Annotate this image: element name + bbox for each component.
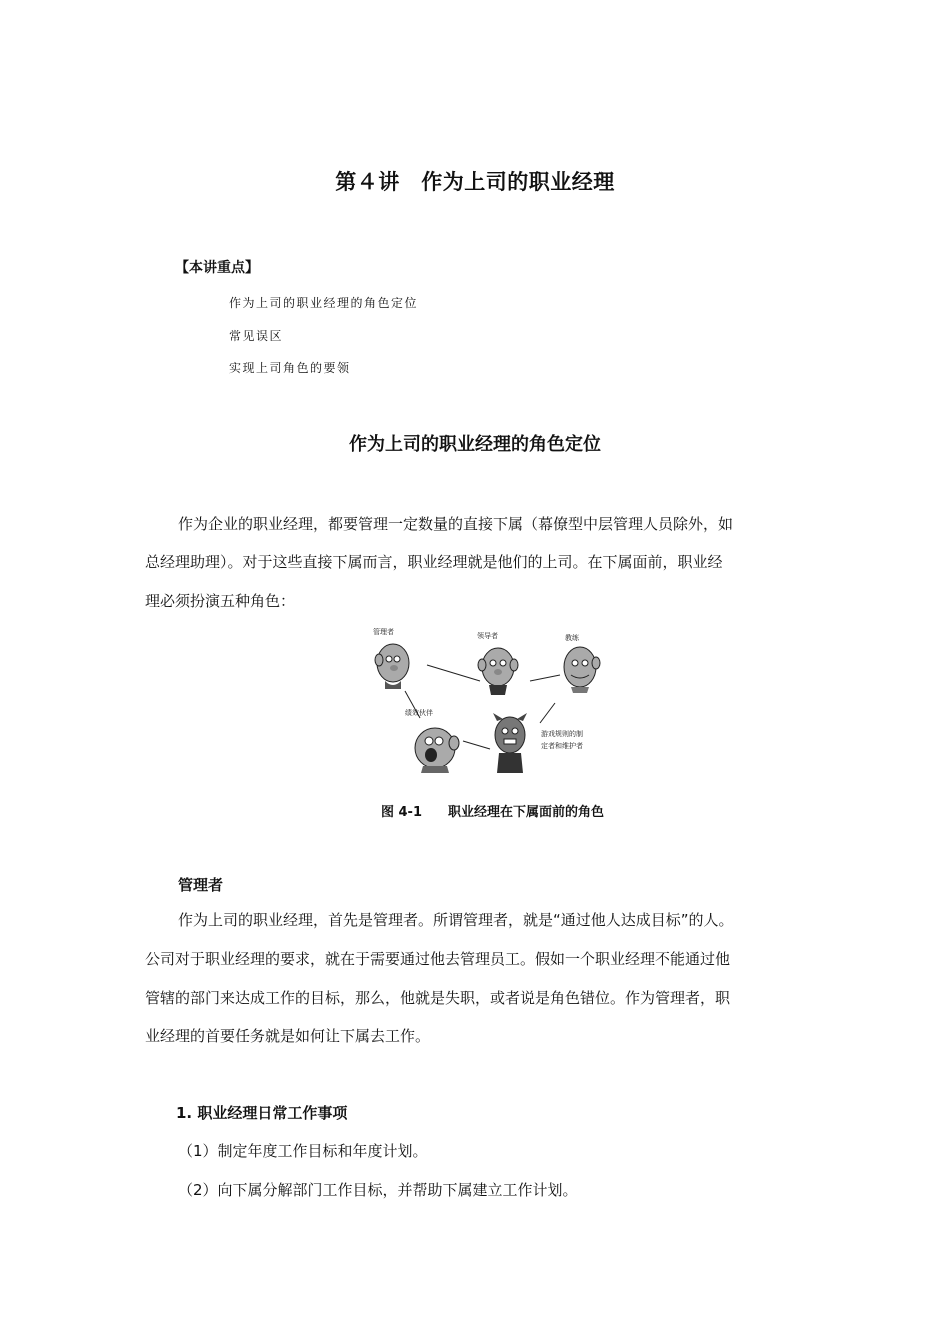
figure-label-partner: 绩效伙伴 [405, 709, 433, 717]
coach-figure-icon [564, 647, 600, 693]
figure-label-rule-maker: 定者和维护者 [541, 742, 583, 750]
intro-paragraph-line: 理必须扮演五种角色： [145, 592, 296, 610]
rule-maker-figure-icon [493, 713, 527, 773]
figure-label-leader: 领导者 [477, 632, 498, 640]
figure-label-rule-maker: 游戏规则的制 [541, 730, 583, 738]
connector-line [540, 703, 555, 723]
section-title: 作为上司的职业经理的角色定位 [349, 434, 601, 455]
connector-line [463, 741, 490, 749]
daily-work-heading: 1. 职业经理日常工作事项 [176, 1104, 348, 1122]
performance-partner-figure-icon [415, 728, 459, 773]
figure-caption: 图 4-1 职业经理在下属面前的角色 [380, 805, 604, 820]
manager-paragraph-line: 公司对于职业经理的要求，就在于需要通过他去管理员工。假如一个职业经理不能通过他 [145, 950, 731, 968]
manager-heading: 管理者 [178, 876, 224, 894]
key-point-item: 作为上司的职业经理的角色定位 [229, 296, 419, 310]
connector-line [427, 665, 480, 681]
figure-label-manager: 管理者 [373, 628, 394, 636]
intro-paragraph-line: 总经理助理）。对于这些直接下属而言，职业经理就是他们的上司。在下属面前，职业经 [145, 553, 723, 571]
figure-label-coach: 教练 [565, 634, 579, 642]
leader-figure-icon [478, 648, 518, 695]
key-point-item: 常见误区 [229, 329, 284, 343]
manager-paragraph-line: 作为上司的职业经理，首先是管理者。所谓管理者，就是“通过他人达成目标”的人。 [178, 911, 734, 929]
key-point-item: 实现上司角色的要领 [229, 361, 351, 375]
daily-work-item: （1）制定年度工作目标和年度计划。 [178, 1142, 428, 1160]
manager-figure-icon [375, 644, 409, 689]
connector-line [530, 675, 560, 681]
intro-paragraph-line: 作为企业的职业经理，都要管理一定数量的直接下属（幕僚型中层管理人员除外，如 [178, 515, 734, 533]
manager-paragraph-line: 业经理的首要任务就是如何让下属去工作。 [145, 1027, 431, 1045]
daily-work-item: （2）向下属分解部门工作目标，并帮助下属建立工作计划。 [178, 1181, 578, 1199]
manager-paragraph-line: 管辖的部门来达成工作的目标，那么，他就是失职，或者说是角色错位。作为管理者，职 [145, 989, 731, 1007]
roles-illustration [365, 623, 625, 778]
key-points-heading: 【本讲重点】 [175, 260, 259, 276]
page-title: 第４讲 作为上司的职业经理 [335, 170, 615, 194]
